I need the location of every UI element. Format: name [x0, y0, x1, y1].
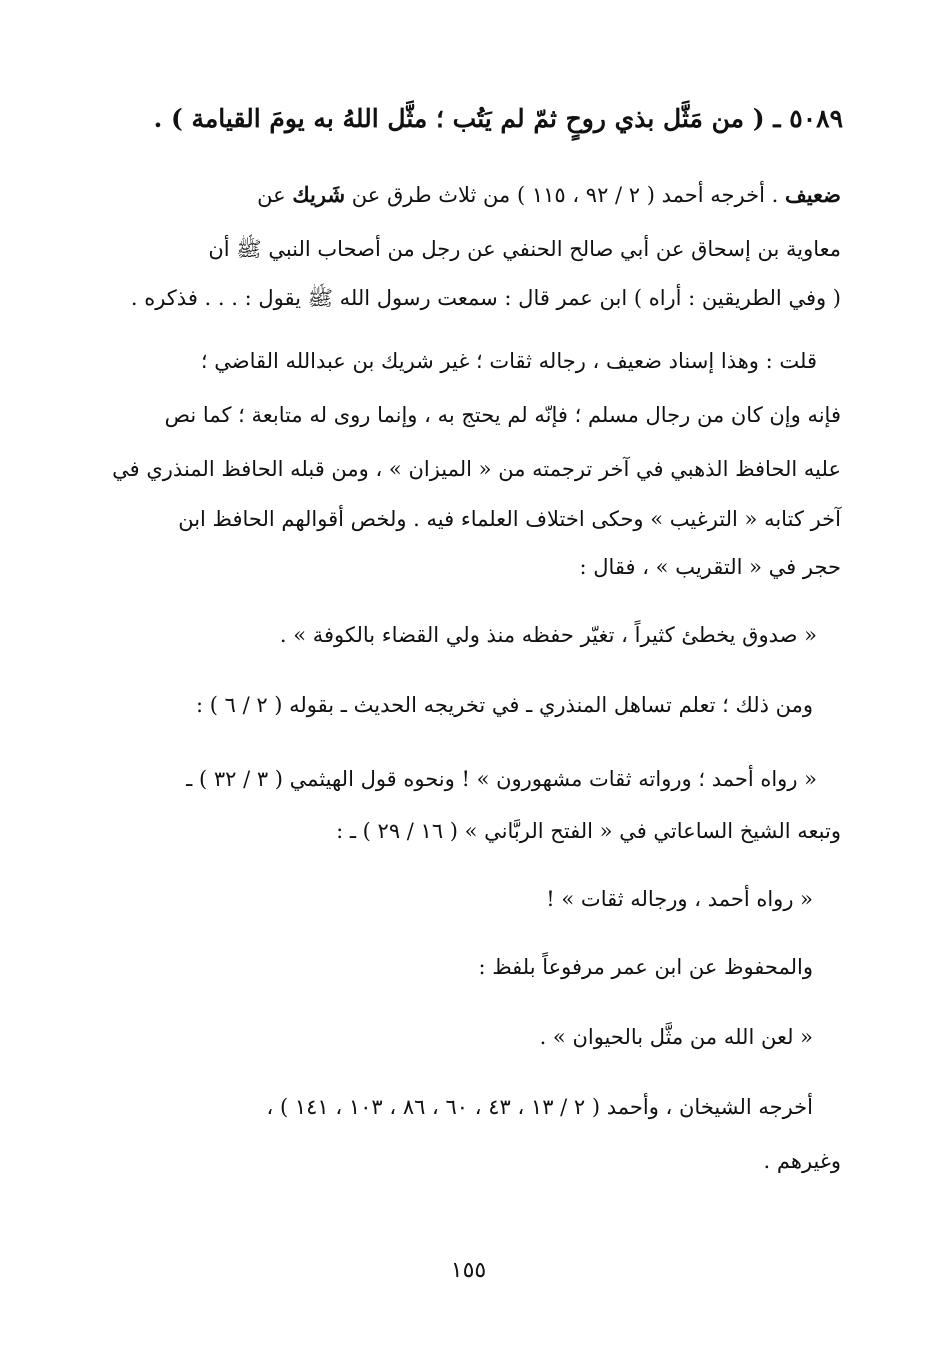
- mundhiri-quote-line-2: وتبعه الشيخ الساعاتي في « الفتح الربَّاني » ( ١٦ / ٢٩ ) ـ :: [336, 819, 841, 843]
- page-number: ١٥٥: [450, 1258, 487, 1283]
- comment-line-3: عليه الحافظ الذهبي في آخر ترجمته من « الميزان » ، ومن قبله الحافظ المنذري في: [112, 457, 841, 481]
- takhrij-line-3: ( وفي الطريقين : أراه ) ابن عمر قال : سمعت رسول الله ﷺ يقول : . . . فذكره .: [130, 286, 841, 310]
- mahfuz-line: والمحفوظ عن ابن عمر مرفوعاً بلفظ :: [478, 955, 813, 979]
- quote-taqrib: « صدوق يخطئ كثيراً ، تغيّر حفظه منذ ولي القضاء بالكوفة » .: [279, 623, 817, 647]
- takhrij-line-1-text: . أخرجه أحمد ( ٢ / ٩٢ ، ١١٥ ) من ثلاث طرق عن: [345, 183, 785, 207]
- narrator-name: شَريك: [292, 182, 346, 207]
- quote-mahfuz: « لعن الله من مثَّل بالحيوان » .: [539, 1025, 813, 1049]
- comment-line-2: فإنه وإن كان من رجال مسلم ؛ فإنّه لم يحتج به ، وإنما روى له متابعة ؛ كما نص: [164, 403, 841, 427]
- comment-line-1: قلت : وهذا إسناد ضعيف ، رجاله ثقات ؛ غير شريك بن عبدالله القاضي ؛: [200, 349, 817, 373]
- sources-line-2: وغيرهم .: [763, 1149, 841, 1173]
- comment-line-5: حجر في « التقريب » ، فقال :: [579, 555, 841, 579]
- sources-line-1: أخرجه الشيخان ، وأحمد ( ٢ / ١٣ ، ٤٣ ، ٦٠ ، ٨٦ ، ١٠٣ ، ١٤١ ) ،: [266, 1095, 813, 1119]
- takhrij-line-1-end: عن: [257, 183, 293, 207]
- quote-haythami: « رواه أحمد ، ورجاله ثقات » !: [546, 887, 813, 911]
- mundhiri-quote-line-1: « رواه أحمد ؛ ورواته ثقات مشهورون » ! ونحوه قول الهيثمي ( ٣ / ٣٢ ) ـ: [186, 767, 817, 791]
- takhrij-line-1: [257, 180, 841, 210]
- tasahul-line: ومن ذلك ؛ تعلم تساهل المنذري ـ في تخريجه الحديث ـ بقوله ( ٢ / ٦ ) :: [195, 693, 813, 717]
- comment-line-4: آخر كتابه « الترغيب » وحكى اختلاف العلماء فيه . ولخص أقوالهم الحافظ ابن: [178, 507, 841, 531]
- grade-label: ضعيف: [784, 182, 841, 207]
- takhrij-line-2: معاوية بن إسحاق عن أبي صالح الحنفي عن رجل من أصحاب النبي ﷺ أن: [208, 237, 841, 261]
- hadith-heading: ٥٠٨٩ ـ ( من مَثَّل بذي روحٍ ثمّ لم يَتُب ؛ مثَّل اللهُ به يومَ القيامة ) .: [153, 104, 843, 133]
